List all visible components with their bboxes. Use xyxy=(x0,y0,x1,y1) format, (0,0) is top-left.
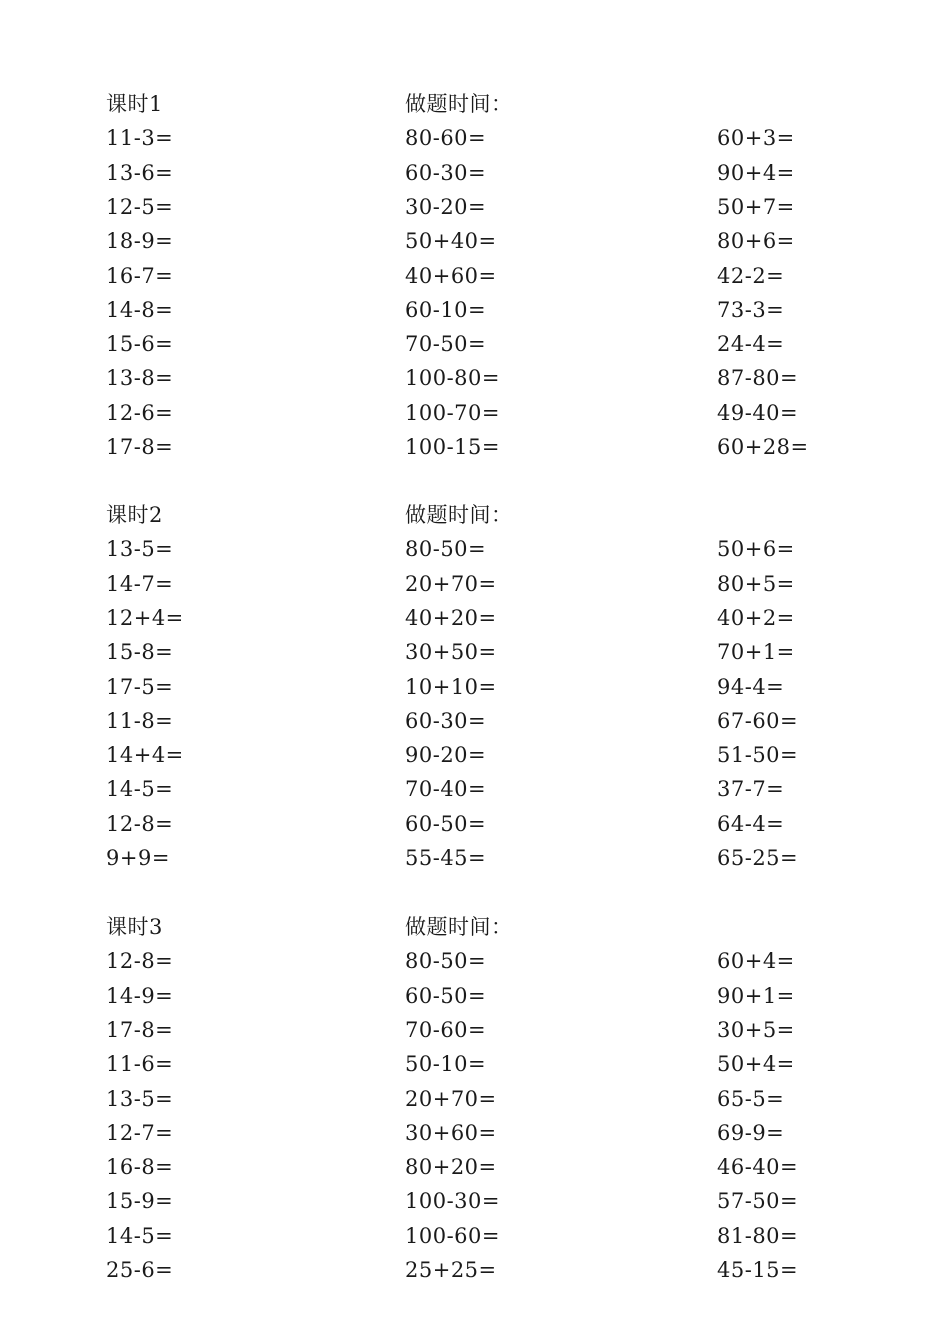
time-label: 做题时间： xyxy=(405,915,513,939)
math-problem problem-col-3: 42-2= xyxy=(717,264,785,288)
math-problem problem-col-2: 60-10= xyxy=(405,298,487,322)
math-problem problem-col-1: 13-8= xyxy=(106,366,174,390)
problem-row xyxy=(0,1184,950,1218)
math-problem problem-col-3: 64-4= xyxy=(717,812,785,836)
math-problem problem-col-1: 13-6= xyxy=(106,161,174,185)
problem-row xyxy=(0,1150,950,1184)
math-problem problem-col-1: 14-7= xyxy=(106,572,174,596)
math-problem problem-col-3: 81-80= xyxy=(717,1224,799,1248)
math-problem problem-col-2: 25+25= xyxy=(405,1258,497,1282)
lesson-label: 课时3 xyxy=(106,915,163,939)
problem-row xyxy=(0,704,950,738)
math-problem problem-col-2: 60-30= xyxy=(405,709,487,733)
math-problem problem-col-2: 100-80= xyxy=(405,366,500,390)
problem-row xyxy=(0,670,950,704)
math-problem problem-col-1: 16-7= xyxy=(106,264,174,288)
math-problem problem-col-3: 51-50= xyxy=(717,743,799,767)
math-problem problem-col-3: 57-50= xyxy=(717,1189,799,1213)
math-problem problem-col-2: 30+50= xyxy=(405,640,497,664)
problem-row xyxy=(0,1253,950,1287)
math-problem problem-col-3: 24-4= xyxy=(717,332,785,356)
math-problem problem-col-1: 15-8= xyxy=(106,640,174,664)
math-problem problem-col-1: 11-3= xyxy=(106,126,174,150)
math-problem problem-col-3: 80+6= xyxy=(717,229,795,253)
math-problem problem-col-3: 90+1= xyxy=(717,984,795,1008)
math-problem problem-col-3: 87-80= xyxy=(717,366,799,390)
math-problem problem-col-3: 70+1= xyxy=(717,640,795,664)
math-problem problem-col-3: 40+2= xyxy=(717,606,795,630)
math-problem problem-col-3: 80+5= xyxy=(717,572,795,596)
math-problem problem-col-1: 12-8= xyxy=(106,949,174,973)
math-problem problem-col-1: 12-8= xyxy=(106,812,174,836)
math-problem problem-col-2: 90-20= xyxy=(405,743,487,767)
math-problem problem-col-2: 70-50= xyxy=(405,332,487,356)
time-label: 做题时间： xyxy=(405,503,513,527)
math-problem problem-col-2: 100-60= xyxy=(405,1224,500,1248)
math-problem problem-col-2: 50-10= xyxy=(405,1052,487,1076)
lesson-label: 课时2 xyxy=(106,503,163,527)
math-problem problem-col-2: 100-70= xyxy=(405,401,500,425)
math-problem problem-col-2: 60-50= xyxy=(405,984,487,1008)
math-problem problem-col-3: 65-25= xyxy=(717,846,799,870)
math-problem problem-col-2: 60-50= xyxy=(405,812,487,836)
section-header xyxy=(0,87,950,121)
problem-row xyxy=(0,1116,950,1150)
math-problem problem-col-2: 40+20= xyxy=(405,606,497,630)
math-problem problem-col-1: 16-8= xyxy=(106,1155,174,1179)
math-problem problem-col-2: 80+20= xyxy=(405,1155,497,1179)
problem-row xyxy=(0,396,950,430)
math-problem problem-col-3: 60+28= xyxy=(717,435,809,459)
problem-row xyxy=(0,190,950,224)
problem-row xyxy=(0,979,950,1013)
problem-row xyxy=(0,293,950,327)
problem-row xyxy=(0,635,950,669)
math-problem problem-col-1: 12-7= xyxy=(106,1121,174,1145)
math-problem problem-col-1: 11-8= xyxy=(106,709,174,733)
math-problem problem-col-3: 45-15= xyxy=(717,1258,799,1282)
problem-row xyxy=(0,327,950,361)
problem-row xyxy=(0,738,950,772)
math-problem problem-col-1: 25-6= xyxy=(106,1258,174,1282)
math-problem problem-col-2: 80-50= xyxy=(405,949,487,973)
math-problem problem-col-3: 94-4= xyxy=(717,675,785,699)
math-problem problem-col-1: 12-6= xyxy=(106,401,174,425)
math-problem problem-col-1: 13-5= xyxy=(106,1087,174,1111)
math-problem problem-col-2: 100-15= xyxy=(405,435,500,459)
problem-row xyxy=(0,430,950,464)
math-problem problem-col-2: 70-60= xyxy=(405,1018,487,1042)
math-problem problem-col-1: 15-6= xyxy=(106,332,174,356)
math-problem problem-col-2: 30-20= xyxy=(405,195,487,219)
math-problem problem-col-2: 70-40= xyxy=(405,777,487,801)
math-problem problem-col-3: 50+6= xyxy=(717,537,795,561)
math-problem problem-col-3: 67-60= xyxy=(717,709,799,733)
problem-row xyxy=(0,1082,950,1116)
math-problem problem-col-1: 14-8= xyxy=(106,298,174,322)
math-problem problem-col-3: 69-9= xyxy=(717,1121,785,1145)
math-problem problem-col-2: 80-60= xyxy=(405,126,487,150)
math-problem problem-col-3: 65-5= xyxy=(717,1087,785,1111)
problem-row xyxy=(0,1013,950,1047)
math-problem problem-col-1: 17-5= xyxy=(106,675,174,699)
problem-row xyxy=(0,156,950,190)
problem-row xyxy=(0,259,950,293)
math-problem problem-col-1: 13-5= xyxy=(106,537,174,561)
math-problem problem-col-3: 30+5= xyxy=(717,1018,795,1042)
math-problem problem-col-3: 37-7= xyxy=(717,777,785,801)
math-problem problem-col-3: 60+4= xyxy=(717,949,795,973)
math-problem problem-col-1: 12+4= xyxy=(106,606,184,630)
problem-row xyxy=(0,1219,950,1253)
math-problem problem-col-2: 60-30= xyxy=(405,161,487,185)
math-problem problem-col-1: 14-5= xyxy=(106,777,174,801)
problem-row xyxy=(0,567,950,601)
problem-row xyxy=(0,224,950,258)
lesson-label: 课时1 xyxy=(106,92,163,116)
math-problem problem-col-3: 50+7= xyxy=(717,195,795,219)
problem-row xyxy=(0,121,950,155)
math-problem problem-col-1: 18-9= xyxy=(106,229,174,253)
math-problem problem-col-2: 20+70= xyxy=(405,572,497,596)
problem-row xyxy=(0,807,950,841)
math-problem problem-col-1: 14+4= xyxy=(106,743,184,767)
problem-row xyxy=(0,772,950,806)
math-problem problem-col-2: 10+10= xyxy=(405,675,497,699)
math-problem problem-col-2: 100-30= xyxy=(405,1189,500,1213)
math-problem problem-col-1: 14-9= xyxy=(106,984,174,1008)
math-problem problem-col-3: 49-40= xyxy=(717,401,799,425)
problem-row xyxy=(0,944,950,978)
math-problem problem-col-1: 14-5= xyxy=(106,1224,174,1248)
math-problem problem-col-2: 80-50= xyxy=(405,537,487,561)
math-problem problem-col-3: 50+4= xyxy=(717,1052,795,1076)
math-problem problem-col-3: 46-40= xyxy=(717,1155,799,1179)
problem-row xyxy=(0,841,950,875)
math-problem problem-col-3: 90+4= xyxy=(717,161,795,185)
problem-row xyxy=(0,361,950,395)
math-problem problem-col-1: 17-8= xyxy=(106,435,174,459)
math-problem problem-col-3: 60+3= xyxy=(717,126,795,150)
math-problem problem-col-3: 73-3= xyxy=(717,298,785,322)
problem-row xyxy=(0,532,950,566)
math-problem problem-col-2: 20+70= xyxy=(405,1087,497,1111)
section-header xyxy=(0,498,950,532)
math-problem problem-col-2: 30+60= xyxy=(405,1121,497,1145)
time-label: 做题时间： xyxy=(405,92,513,116)
math-problem problem-col-2: 55-45= xyxy=(405,846,487,870)
math-problem problem-col-1: 17-8= xyxy=(106,1018,174,1042)
problem-row xyxy=(0,601,950,635)
math-problem problem-col-1: 15-9= xyxy=(106,1189,174,1213)
problem-row xyxy=(0,1047,950,1081)
math-problem problem-col-2: 40+60= xyxy=(405,264,497,288)
math-problem problem-col-2: 50+40= xyxy=(405,229,497,253)
section-header xyxy=(0,910,950,944)
math-problem problem-col-1: 9+9= xyxy=(106,846,170,870)
math-problem problem-col-1: 11-6= xyxy=(106,1052,174,1076)
math-problem problem-col-1: 12-5= xyxy=(106,195,174,219)
